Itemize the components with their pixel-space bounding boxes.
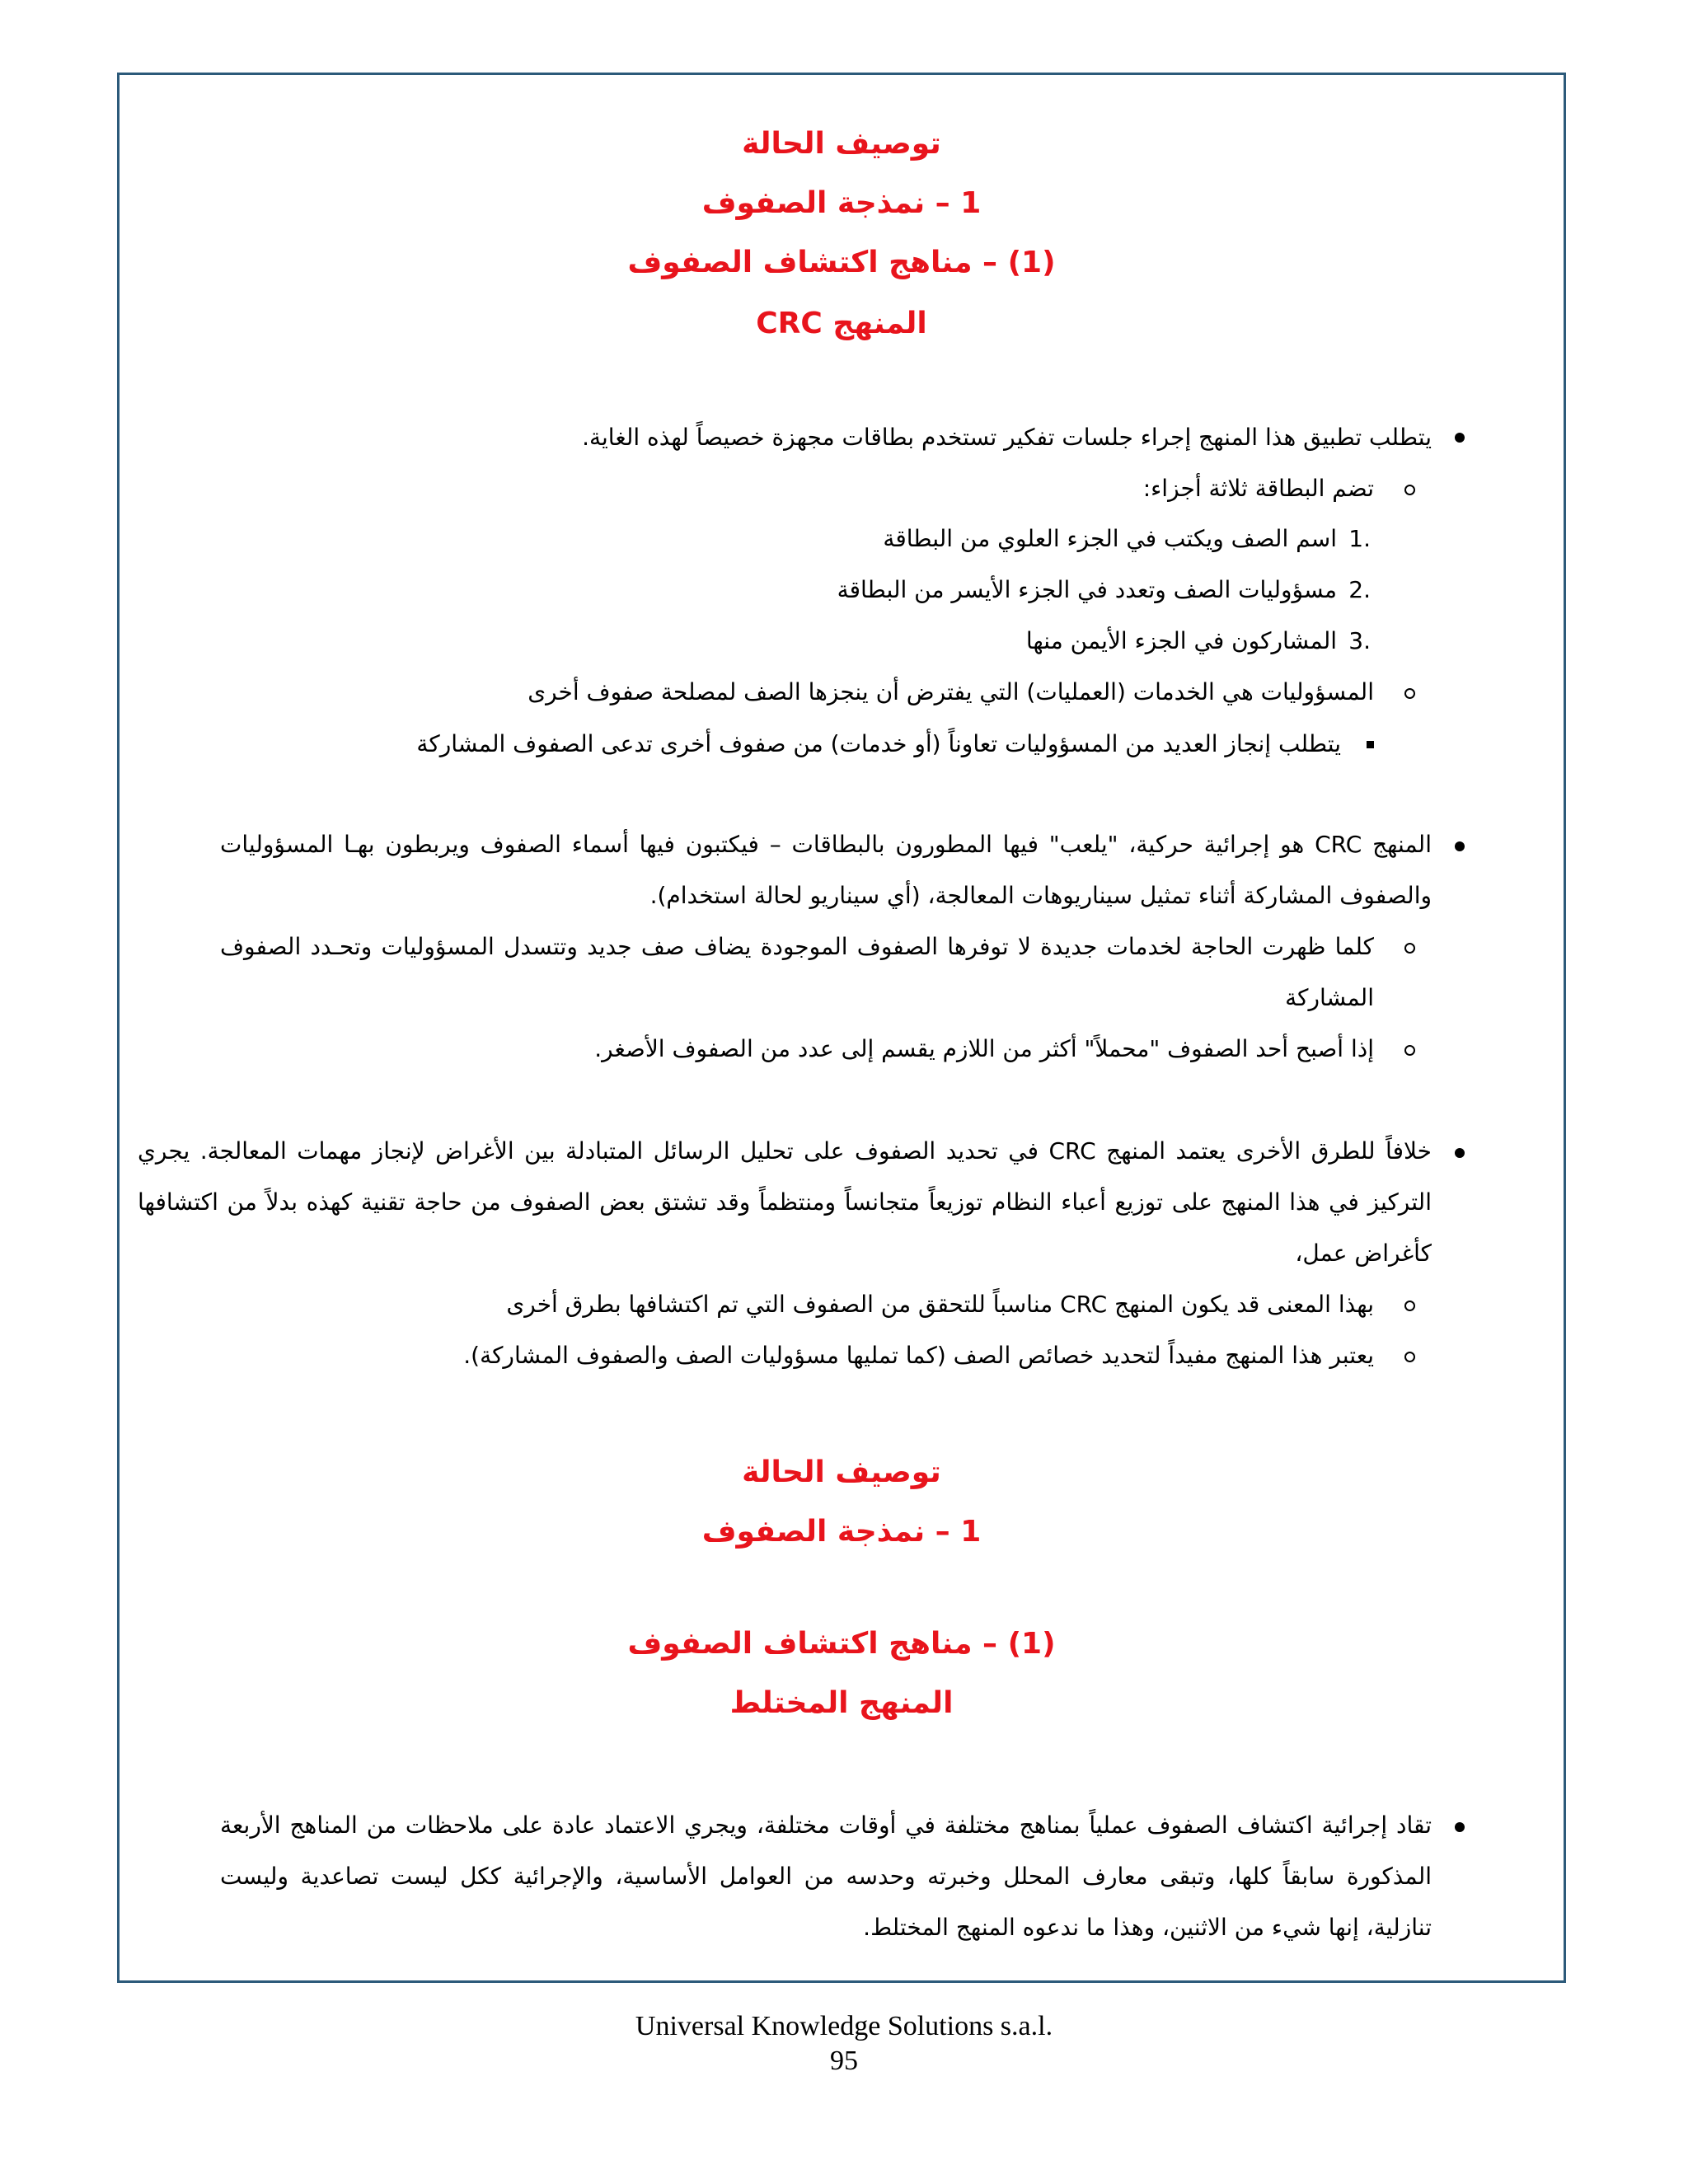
list-item-2: مسؤوليات الصف وتعدد في الجزء الأيسر من البطاقة [837, 576, 1337, 603]
bullet-dot [1455, 1148, 1465, 1158]
bullet-3-sub-2: يعتبر هذا المنهج مفيداً لتحديد خصائص الصف (كما تمليها مسؤوليات الصف والصفوف المشاركة). [463, 1342, 1374, 1369]
section2-subtitle-1: 1 – نمذجة الصفوف [701, 1515, 982, 1549]
bullet-1-sub-1: تضم البطاقة ثلاثة أجزاء: [1142, 475, 1374, 502]
section2-subtitle-3: المنهج المختلط [729, 1686, 954, 1720]
section1-subtitle-1: 1 – نمذجة الصفوف [701, 186, 982, 220]
section1-subtitle-2: (1) – مناهج اكتشاف الصفوف [627, 246, 1056, 279]
bullet-2-sub-1: كلما ظهرت الحاجة لخدمات جديدة لا توفرها الصفوف الموجودة يضاف صف جديد وتتسدل المسؤوليات وتحـدد الصفوف المشاركة [220, 933, 1374, 1011]
bullet-1-sub-2: المسؤوليات هي الخدمات (العمليات) التي يفترض أن ينجزها الصف لمصلحة صفوف أخرى [528, 678, 1374, 705]
bullet-2-sub-2: إذا أصبح أحد الصفوف "محملاً" أكثر من اللازم يقسم إلى عدد من الصفوف الأصغر. [594, 1035, 1374, 1062]
bullet-1-text: يتطلب تطبيق هذا المنهج إجراء جلسات تفكير تستخدم بطاقات مجهزة خصيصاً لهذه الغاية. [582, 424, 1432, 451]
list-number-2: 2. [1348, 576, 1371, 603]
bullet-dot [1455, 433, 1465, 443]
bullet-3-text: خلافاً للطرق الأخرى يعتمد المنهج CRC في تحديد الصفوف على تحليل الرسائل المتبادلة بين الأغراض لإنجاز مهمات المعالجة. يجري التركيز في هذا المنهج على توزيع أعباء النظام توزيعاً متجانساً ومنتظماً وقد تشتق بعض الصفوف من حاجة تقنية كهذه بدلاً من اكتشافها كأغراض عمل، [138, 1137, 1432, 1267]
bullet-dot [1455, 1822, 1465, 1832]
list-item-3: المشاركون في الجزء الأيمن منها [1025, 627, 1337, 654]
bullet-square [1367, 741, 1374, 748]
section2-title: توصيف الحالة [742, 1455, 941, 1489]
section2-subtitle-2: (1) – مناهج اكتشاف الصفوف [627, 1627, 1056, 1661]
section1-title: توصيف الحالة [742, 127, 941, 161]
footer-page-number: 95 [830, 2046, 858, 2076]
page-frame [117, 73, 1566, 1983]
bullet-4-text: تقاد إجرائية اكتشاف الصفوف عملياً بمناهج مختلفة في أوقات مختلفة، ويجري الاعتماد عادة على ملاحظات من المناهج الأربعة المذكورة سابقاً كلها، وتبقى معارف المحلل وخبرته وحدسه من العوامل الأساسية، والإجرائية ككل ليست تصاعدية وليست تنازلية، إنها شيء من الاثنين، وهذا ما ندعوه المنهج المختلط. [220, 1811, 1432, 1941]
bullet-dot [1455, 841, 1465, 851]
page-content [120, 75, 1564, 1980]
footer-company: Universal Knowledge Solutions s.a.l. [635, 2011, 1053, 2041]
bullet-3-sub-1: بهذا المعنى قد يكون المنهج CRC مناسباً للتحقق من الصفوف التي تم اكتشافها بطرق أخرى [506, 1291, 1374, 1318]
bullet-circle [1404, 688, 1415, 699]
list-number-3: 3. [1348, 627, 1371, 654]
bullet-circle [1404, 1301, 1415, 1311]
bullet-circle [1404, 943, 1415, 954]
bullet-circle [1404, 1045, 1415, 1056]
bullet-1-subsub-1: يتطلب إنجاز العديد من المسؤوليات تعاوناً (أو خدمات) من صفوف أخرى تدعى الصفوف المشاركة [416, 730, 1341, 757]
section1-subtitle-3: المنهج CRC [756, 307, 927, 340]
bullet-circle [1404, 485, 1415, 495]
list-number-1: 1. [1348, 525, 1371, 552]
list-item-1: اسم الصف ويكتب في الجزء العلوي من البطاقة [883, 525, 1337, 552]
bullet-2-text: المنهج CRC هو إجرائية حركية، "يلعب" فيها المطورون بالبطاقات – فيكتبون فيها أسماء الصفوف ويربطون بهـا المسؤوليات والصفوف المشاركة أثناء تمثيل سيناريوهات المعالجة، (أي سيناريو لحالة استخدام). [220, 831, 1432, 909]
bullet-circle [1404, 1352, 1415, 1362]
